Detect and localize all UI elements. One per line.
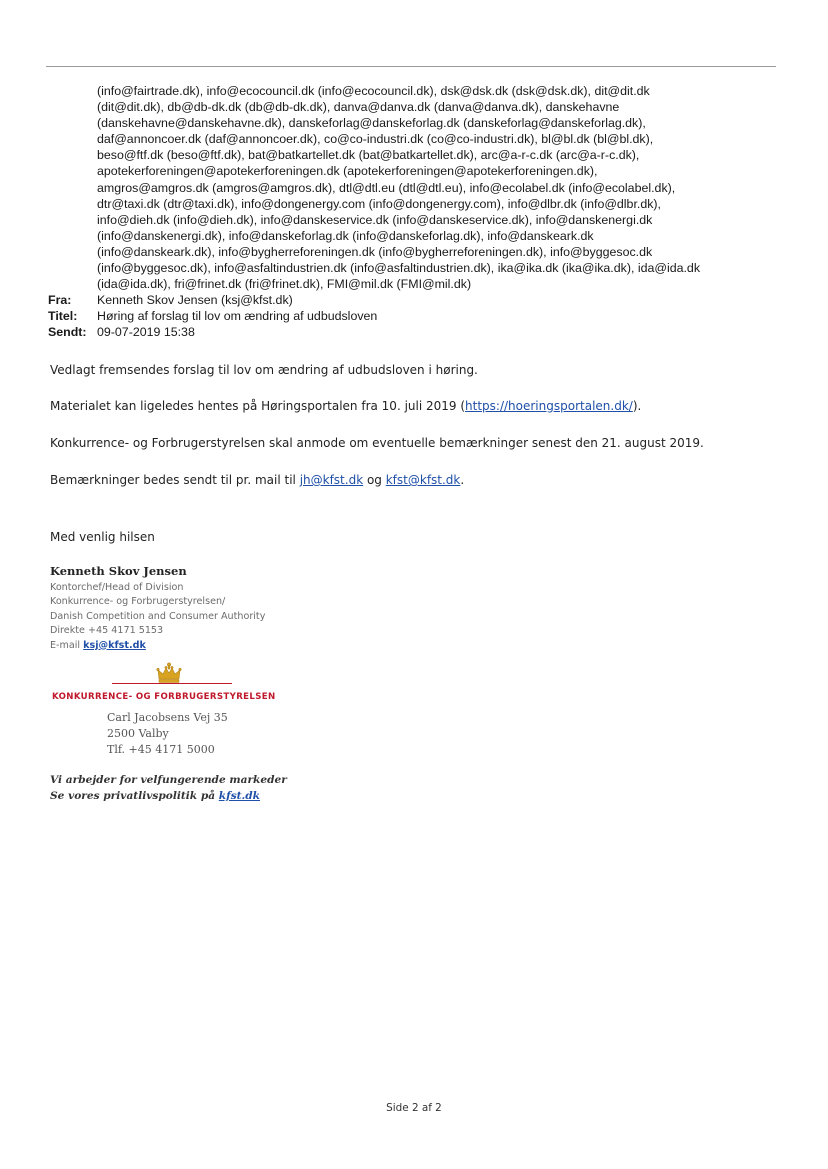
recipient-line: (info@fairtrade.dk), info@ecocouncil.dk (info@ecocouncil.dk), dsk@dsk.dk (dsk@dsk.dk), dit@dit.dk (97, 84, 650, 98)
motto-block (50, 772, 287, 804)
address-phone: Tlf. +45 4171 5000 (107, 743, 215, 756)
kfst-logo (52, 662, 292, 706)
signature-role: Kontorchef/Head of Division (50, 582, 184, 593)
from-row (48, 292, 293, 308)
body-paragraph-1: Vedlagt fremsendes forslag til lov om ændring af udbudsloven i høring. (50, 363, 478, 377)
sent-value: 09-07-2019 15:38 (97, 325, 195, 339)
address-city: 2500 Valby (107, 727, 169, 740)
jh-email-link[interactable]: jh@kfst.dk (299, 473, 364, 487)
kfst-email-link[interactable]: kfst@kfst.dk (385, 473, 461, 487)
p4-close: . (460, 473, 465, 487)
body-paragraph-4 (50, 472, 464, 488)
p4-and: og (363, 473, 386, 487)
recipient-line: daf@annoncoer.dk (daf@annoncoer.dk), co@co-industri.dk (co@co-industri.dk), bl@bl.dk (bl@bl.dk), (97, 132, 654, 147)
recipient-line: (dit@dit.dk), db@db-dk.dk (db@db-dk.dk), danva@danva.dk (danva@danva.dk), danskehavne (97, 100, 620, 115)
p2-close: ). (632, 399, 642, 413)
p2-text: Materialet kan ligeledes hentes på Høringsportalen fra 10. juli 2019 ( (50, 399, 466, 413)
signature-name: Kenneth Skov Jensen (50, 564, 187, 578)
sent-label: Sendt: (48, 325, 87, 339)
signature-email-label: E-mail (50, 639, 84, 651)
recipient-line: amgros@amgros.dk (amgros@amgros.dk), dtl@dtl.eu (dtl@dtl.eu), info@ecolabel.dk (info@ecolabel.dk), (97, 180, 676, 195)
hoeringsportalen-link[interactable]: https://hoeringsportalen.dk/ (465, 399, 633, 413)
top-divider (46, 66, 776, 67)
title-value: Høring af forslag til lov om ændring af udbudsloven (97, 309, 378, 323)
from-value: Kenneth Skov Jensen (ksj@kfst.dk) (97, 293, 293, 307)
privacy-text: Se vores privatlivspolitik på (50, 790, 219, 802)
motto-line-2 (50, 788, 287, 804)
recipient-line: (info@danskenergi.dk), info@danskeforlag.dk (info@danskeforlag.dk), info@danskeark.dk (97, 228, 594, 243)
signature-details (50, 581, 265, 653)
recipient-line: (danskehavne@danskehavne.dk), danskeforlag@danskeforlag.dk (danskeforlag@danskeforlag.dk), (97, 116, 646, 131)
recipient-line: (info@byggesoc.dk), info@asfaltindustrien.dk (info@asfaltindustrien.dk), ika@ika.dk (ika@ika.dk), ida@ida.dk (97, 261, 701, 276)
page-number: Side 2 af 2 (386, 1102, 442, 1114)
recipient-line: beso@ftf.dk (beso@ftf.dk), bat@batkartellet.dk (bat@batkartellet.dk), arc@a-r-c.dk (arc@a-r-c.dk), (97, 148, 640, 163)
body-paragraph-3: Konkurrence- og Forbrugerstyrelsen skal anmode om eventuelle bemærkninger senest den 21. august 2019. (50, 436, 704, 450)
body-paragraph-2 (50, 398, 641, 414)
title-row (48, 308, 377, 324)
kfst-site-link[interactable]: kfst.dk (218, 790, 260, 802)
address-street: Carl Jacobsens Vej 35 (107, 711, 228, 724)
recipient-line: dtr@taxi.dk (dtr@taxi.dk), info@dongenergy.com (info@dongenergy.com), info@dlbr.dk (info@dlbr.dk), (97, 196, 661, 211)
signature-org-en: Danish Competition and Consumer Authority (50, 610, 266, 622)
signature-email-link[interactable]: ksj@kfst.dk (83, 639, 146, 651)
p4-text: Bemærkninger bedes sendt til pr. mail til (50, 473, 300, 487)
recipient-line: apotekerforeningen@apotekerforeningen.dk (apotekerforeningen@apotekerforeningen.dk), (97, 164, 598, 179)
recipient-line: (ida@ida.dk), fri@frinet.dk (fri@frinet.dk), FMI@mil.dk (FMI@mil.dk) (97, 277, 472, 292)
recipients-list (97, 83, 787, 292)
signature-org-da: Konkurrence- og Forbrugerstyrelsen/ (50, 596, 226, 608)
motto-line-1: Vi arbejder for velfungerende markeder (50, 774, 287, 786)
logo-rule (112, 683, 232, 684)
signature-direct-phone: Direkte +45 4171 5153 (50, 625, 164, 637)
signature-email-row (50, 639, 265, 653)
recipient-line: (info@danskeark.dk), info@bygherreforeningen.dk (info@bygherreforeningen.dk), info@byggesoc.dk (97, 244, 653, 259)
title-label: Titel: (48, 309, 78, 323)
from-label: Fra: (48, 293, 72, 307)
greeting: Med venlig hilsen (50, 530, 155, 544)
recipient-line: info@dieh.dk (info@dieh.dk), info@danskeservice.dk (info@danskeservice.dk), info@danskenergi.dk (97, 212, 653, 227)
logo-wordmark: KONKURRENCE- OG FORBRUGERSTYRELSEN (52, 692, 276, 702)
sent-row (48, 324, 195, 340)
address-block (107, 710, 228, 758)
